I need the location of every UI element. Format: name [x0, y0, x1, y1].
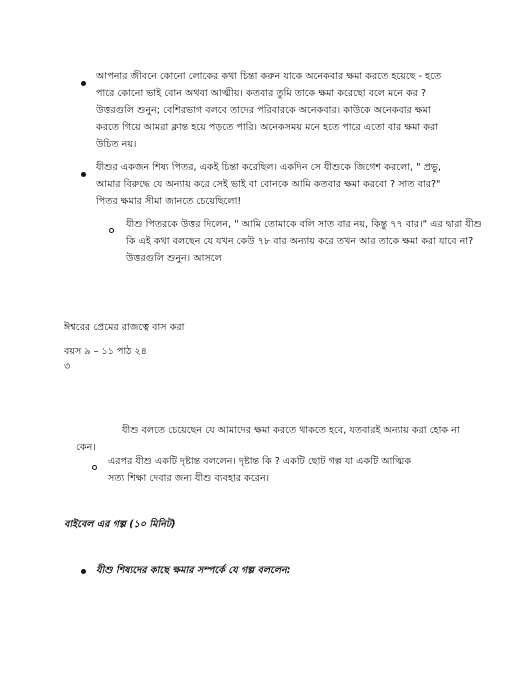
age-lesson-label: বয়স ৯ – ১১ পাঠ ২৪	[64, 346, 147, 357]
text-line: উচিত নয়।	[96, 139, 137, 150]
bullet-paragraph-think-of-person	[96, 68, 441, 153]
lesson-series-title: ঈশ্বরের প্রেমের রাজত্বে বাস করা	[64, 322, 185, 333]
paragraph-keep-forgiving	[64, 422, 460, 456]
text-line: কি এই কথা বলছেন যে যখন কেউ ৭৮ বার অন্যায় করে তখন আর তাকে ক্ষমা করা যাবে না?	[126, 236, 474, 247]
text-line: সত্য শিক্ষা দেবার জন্য যীশু ব্যবহার করেন।	[108, 473, 270, 484]
bullet-paragraph-peter-question	[96, 159, 441, 210]
text-line: উত্তরগুলি শুনুন। আসলে	[126, 253, 222, 264]
text-line: আপনার জীবনে কোনো লোকের কথা চিন্তা করুন যাকে অনেকবার ক্ষমা করতে হয়েছে - হতে	[96, 71, 442, 82]
text-line: করতে গিয়ে আমরা ক্লান্ত হয়ে পড়তে পারি। অনেকসময় মনে হতে পারে এতো বার ক্ষমা করা	[96, 122, 438, 133]
sub-bullet-marker	[92, 465, 97, 470]
text-line: যীশু বলতে চেয়েছেন যে আমাদের ক্ষমা করতে থাকতে হবে, যতবারই অন্যায় করা হোক না	[122, 425, 460, 436]
text-line: উত্তরগুলি শুনুন; বেশিরভাগ বলবে তাদের পরিবারকে অনেকবার। কাউকে অনেকবার ক্ষমা	[96, 105, 431, 116]
text-line: যীশু পিতরকে উত্তর দিলেন, " আমি তোমাকে বলি সাত বার নয়, কিন্তু ৭৭ বার।" এর দ্বারা যীশু	[126, 219, 482, 230]
text-line: আমার বিরুদ্ধে যে অন্যায় করে সেই ভাই বা বোনকে আমি কতবার ক্ষমা করবো ? সাত বার?"	[96, 179, 441, 190]
sub-paragraph-jesus-answer	[126, 216, 482, 267]
bullet-marker	[81, 81, 86, 86]
sub-bullet-marker	[109, 228, 114, 233]
sub-paragraph-parable	[108, 453, 411, 487]
text-line: এরপর যীশু একটি দৃষ্টান্ত বললেন। দৃষ্টান্ত কি ? একটি ছোট গল্প যা একটি আত্মিক	[108, 456, 412, 467]
bullet-marker	[81, 569, 86, 574]
bullet-marker	[81, 172, 86, 177]
text-line: যীশুর একজন শিষ্য পিতর, একই চিন্তা করেছিল। একদিন সে যীশুকে জিগেশ করলো, " প্রভু,	[96, 162, 441, 173]
section-heading-bible-story: বাইবেল এর গল্প (১০ মিনিট)	[64, 519, 176, 530]
bullet-heading-story: যীশু শিষ্যদের কাছে ক্ষমার সম্পর্কে যে গল্প বললেন:	[96, 565, 291, 576]
text-line: পারে কোনো ভাই বোন অথবা আত্মীয়। কতবার তুমি তাকে ক্ষমা করেছো বলে মনে কর ?	[96, 88, 427, 99]
page-number: ৩	[64, 361, 71, 372]
text-line: কেন।	[76, 442, 96, 453]
text-line: পিতর ক্ষমার সীমা জানতে চেয়েছিলো!	[96, 196, 242, 207]
